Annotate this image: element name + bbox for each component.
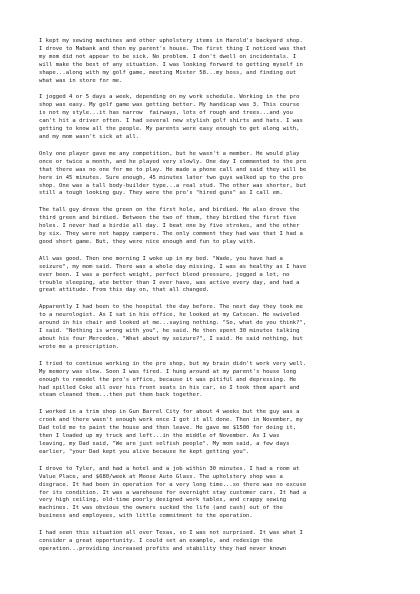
paragraph-7: I tried to continue working in the pro shop, but my brain didn't work very well. My memory was slow. Soon I was fired. I hung around at my parent's house long enough to remodel the pro's office, because it was pitiful and depressing. He had spilled Coke all over his front seats in his car, so I took them apart and steam cleaned them...then put them back together. <box>39 360 307 399</box>
paragraph-3: Only one player gave me any competition, but he wasn't a member. He would play once or twice a month, and he played very slowly. One day I commented to the pro that there was no one for me to play. He made a phone call and said they will be here in 45 minutes. Sure enough, 45 minutes later two guys walked up to the pro shop. One was a tall body-builder type...a real stud. The other was shorter, but still a tough looking guy. They were the pro's "hired guns" as I call em. <box>39 150 307 197</box>
paragraph-6: Apparently I had been to the hospital the day before. The next day they took me to a neurologist. As I sat in his office, he looked at my Catscan. He swiveled around in his chair and looked at me...saying nothing. "So, what do you think?", I said. "Nothing is wrong with you", he said. He then spent 30 minutes talking about his four Mercedes. "What about my seizure?", I said. He said nothing, but wrote me a prescription. <box>39 304 307 350</box>
paragraph-10: I had seen this situation all over Texas, so I was not surprised. It was what I consider a great opportunity. I could set an example, and redesign the operation...providing increased profits and stability they had never known <box>39 530 303 552</box>
paragraph-2: I jogged 4 or 5 days a week, depending on my work schedule. Working in the pro shop was easy. My golf game was getting better. My handicap was 3. This course is not my style...it has narrow fairways, lots of rough and trees...and you can't hit a driver often. I had several new stylish golf shirts and hats. I was getting to know all the people. My parents were easy enough to get along with, and my mom wasn't sick at all. <box>39 94 303 140</box>
paragraph-9: I drove to Tyler, and had a hotel and a job within 30 minutes. I had a room at Value Place, and $680/week at Moose Auto Glass. The upholstery shop was a disgrace. It had been in operation for a very long time...so there was no excuse for its condition. It was a warehouse for overnight stay customer cars. It had a very high ceiling, old-time poorly designed work tables, and crappy sewing machines. It was obvious the owners sucked the life (and cash) out of the business and employees, with little commitment to the operation. <box>39 465 307 520</box>
paragraph-4: The tall guy drove the green on the first hole, and birdied. He also drove the third green and birdied. Between the two of them, they birdied the first five holes. I never had a birdie all day. I beat one by five strokes, and the other by six. They were not happy campers. The only comment they had was that I had a good short game. But, they were nice enough and fun to play with. <box>39 207 303 245</box>
paragraph-8: I worked in a trim shop in Gun Barrel City for about 4 weeks but the guy was a crook and there wasn't enough work once I got it all done. Then in November, my Dad told me to paint the house and then leave. He gave me $1500 for doing it, then I loaded up my truck and left...in the middle of November. As I was leaving, my Dad said, "We are just selfish people". My mom said, a few days earlier, "your Dad kept you alive because he kept getting you". <box>39 409 303 455</box>
paragraph-5: All was good. Then one morning I woke up in my bed. "Wade, you have had a seizure", my mom said. There was a whole day missing. I was as healthy as I have ever been. I was a perfect weight, perfect blood pressure, jogged a lot, no trouble sleeping, ate better than I ever have, was active every day, and had a great attitude. From this day on, that all changed. <box>39 255 307 294</box>
paragraph-1: I kept my sewing machines and other upholstery items in Harold's backyard shop. I drove to Mabank and then my parent's house. The first thing I noticed was that my mom did not appear to be sick. No problem. I don't dwell on incidentals. I will make the best of any situation. I was looking forward to getting myself in shape...along with my golf game, meeting Mister 58...my boss, and finding out what was in store for me. <box>39 38 307 84</box>
